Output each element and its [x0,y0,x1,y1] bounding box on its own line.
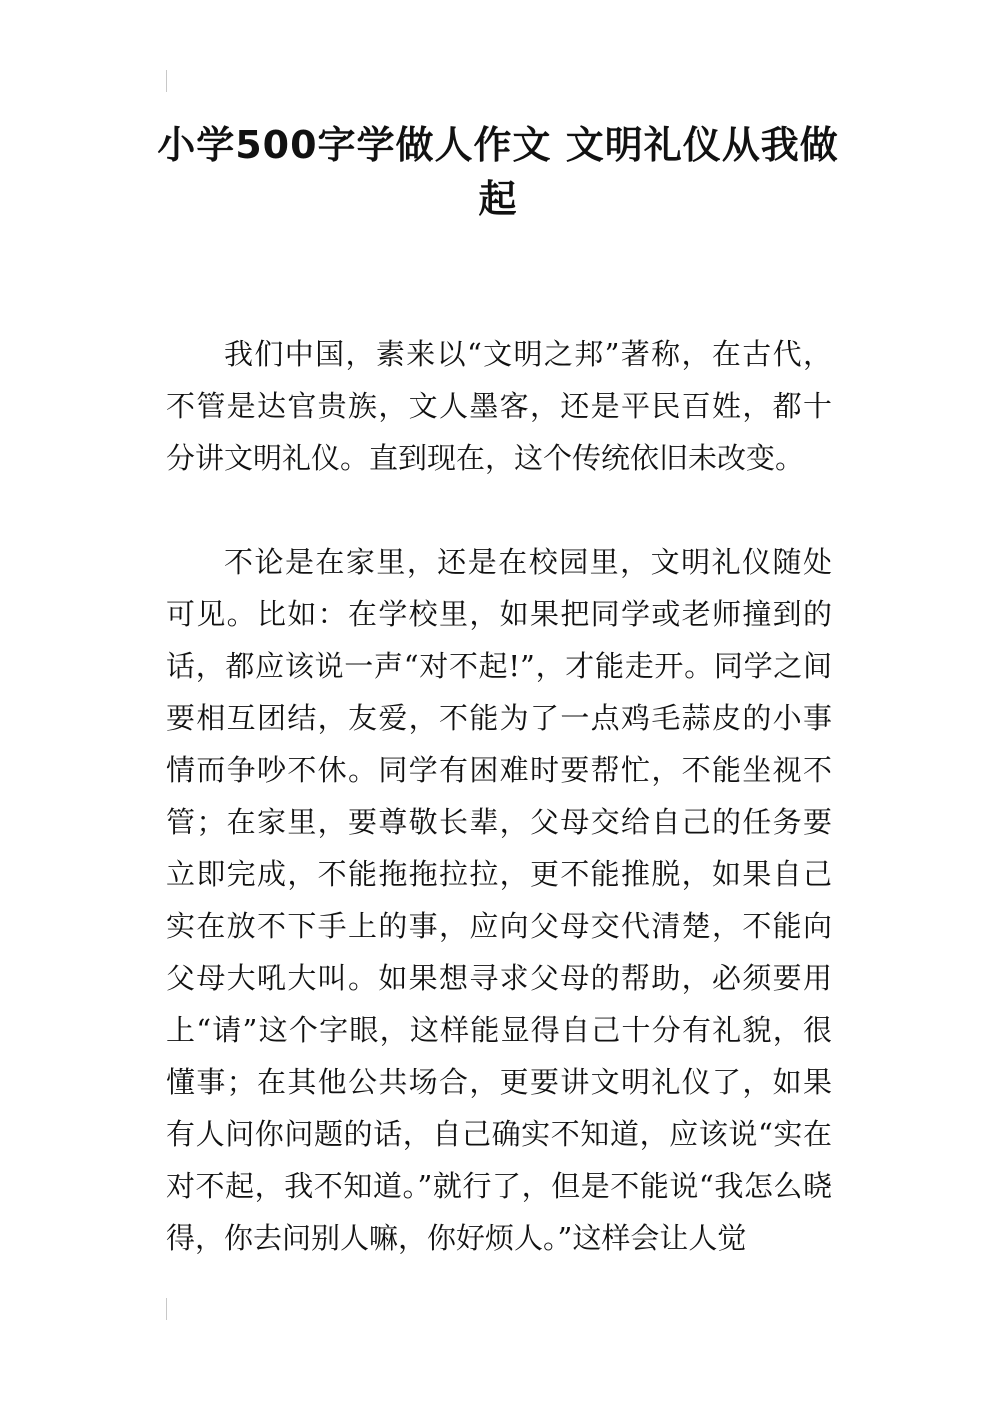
document-title: 小学500字学做人作文 文明礼仪从我做起 [157,123,839,221]
paragraph-1: 我们中国，素来以“文明之邦”著称，在古代，不管是达官贵族，文人墨客，还是平民百姓，都十分讲文明礼仪。直到现在，这个传统依旧未改变。 [166,337,832,475]
paragraph-2: 不论是在家里，还是在校园里，文明礼仪随处可见。比如：在学校里，如果把同学或老师撞到的话，都应该说一声“对不起!”，才能走开。同学之间要相互团结，友爱，不能为了一点鸡毛蒜皮的小事情而争吵不休。同学有困难时要帮忙，不能坐视不管；在家里，要尊敬长辈，父母交给自己的任务要立即完成，不能拖拖拉拉，更不能推脱，如果自己实在放不下手上的事，应向父母交代清楚，不能向父母大吼大叫。如果想寻求父母的帮助，必须要用上“请”这个字眼，这样能显得自己十分有礼貌，很懂事；在其他公共场合，更要讲文明礼仪了，如果有人问你问题的话，自己确实不知道，应该说“实在对不起，我不知道。”就行了，但是不能说“我怎么晓得，你去问别人嘛，你好烦人。”这样会让人觉 [166,545,832,1255]
crop-mark-top [166,70,167,92]
crop-mark-bottom [166,1298,167,1320]
